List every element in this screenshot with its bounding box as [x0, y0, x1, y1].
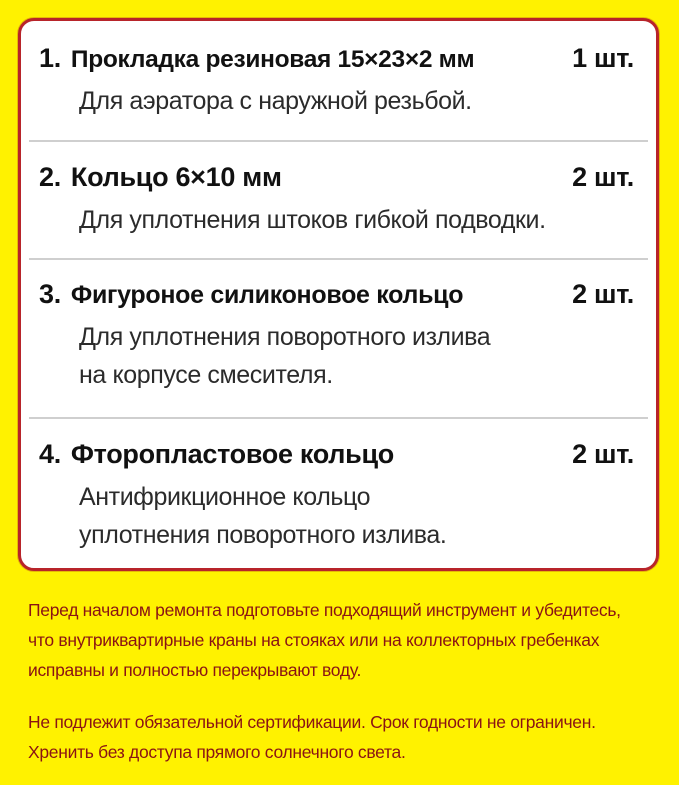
- item-description-line: уплотнения поворотного излива.: [79, 521, 447, 549]
- list-item: [39, 162, 638, 239]
- list-item: [39, 43, 638, 120]
- note-line: Не подлежит обязательной сертификации. Срок годности не ограничен.: [28, 712, 596, 732]
- item-description-line: на корпусе смесителя.: [79, 361, 333, 389]
- item-description: [79, 201, 638, 239]
- item-name: Фигуроное силиконовое кольцо: [70, 281, 464, 309]
- item-quantity: 2 шт.: [572, 439, 634, 469]
- safety-note: [28, 595, 659, 685]
- item-description: [79, 82, 638, 120]
- parts-list-card: [18, 18, 659, 571]
- item-description-line: Антифрикционное кольцо: [79, 483, 371, 511]
- note-line: что внутриквартирные краны на стояках или на коллекторных гребенках: [28, 630, 600, 650]
- certification-note: [28, 707, 659, 767]
- divider: [29, 140, 648, 142]
- item-number: 2.: [39, 162, 61, 192]
- list-item: [39, 279, 638, 394]
- item-quantity: 2 шт.: [572, 279, 634, 309]
- note-line: исправны и полностью перекрывают воду.: [28, 660, 362, 680]
- item-number: 1.: [39, 43, 61, 73]
- item-name: Кольцо 6×10 мм: [70, 162, 282, 192]
- item-name: Прокладка резиновая 15×23×2 мм: [70, 46, 475, 73]
- item-name: Фторопластовое кольцо: [70, 439, 394, 469]
- item-quantity: 1 шт.: [572, 43, 634, 73]
- item-description: [79, 318, 638, 394]
- note-line: Перед началом ремонта подготовьте подходящий инструмент и убедитесь,: [28, 600, 621, 620]
- note-line: Хренить без доступа прямого солнечного света.: [28, 742, 406, 762]
- item-description: [79, 478, 638, 554]
- item-quantity: 2 шт.: [572, 162, 634, 192]
- item-header: [39, 439, 638, 470]
- item-description-line: Для аэратора с наружной резьбой.: [79, 87, 472, 115]
- item-header: [39, 279, 638, 310]
- item-header: [39, 162, 638, 193]
- item-description-line: Для уплотнения поворотного излива: [79, 323, 491, 351]
- item-description-line: Для уплотнения штоков гибкой подводки.: [79, 206, 546, 234]
- list-item: [39, 439, 638, 554]
- item-number: 4.: [39, 439, 61, 469]
- divider: [29, 258, 648, 260]
- divider: [29, 417, 648, 419]
- item-number: 3.: [39, 279, 61, 309]
- item-header: [39, 43, 638, 74]
